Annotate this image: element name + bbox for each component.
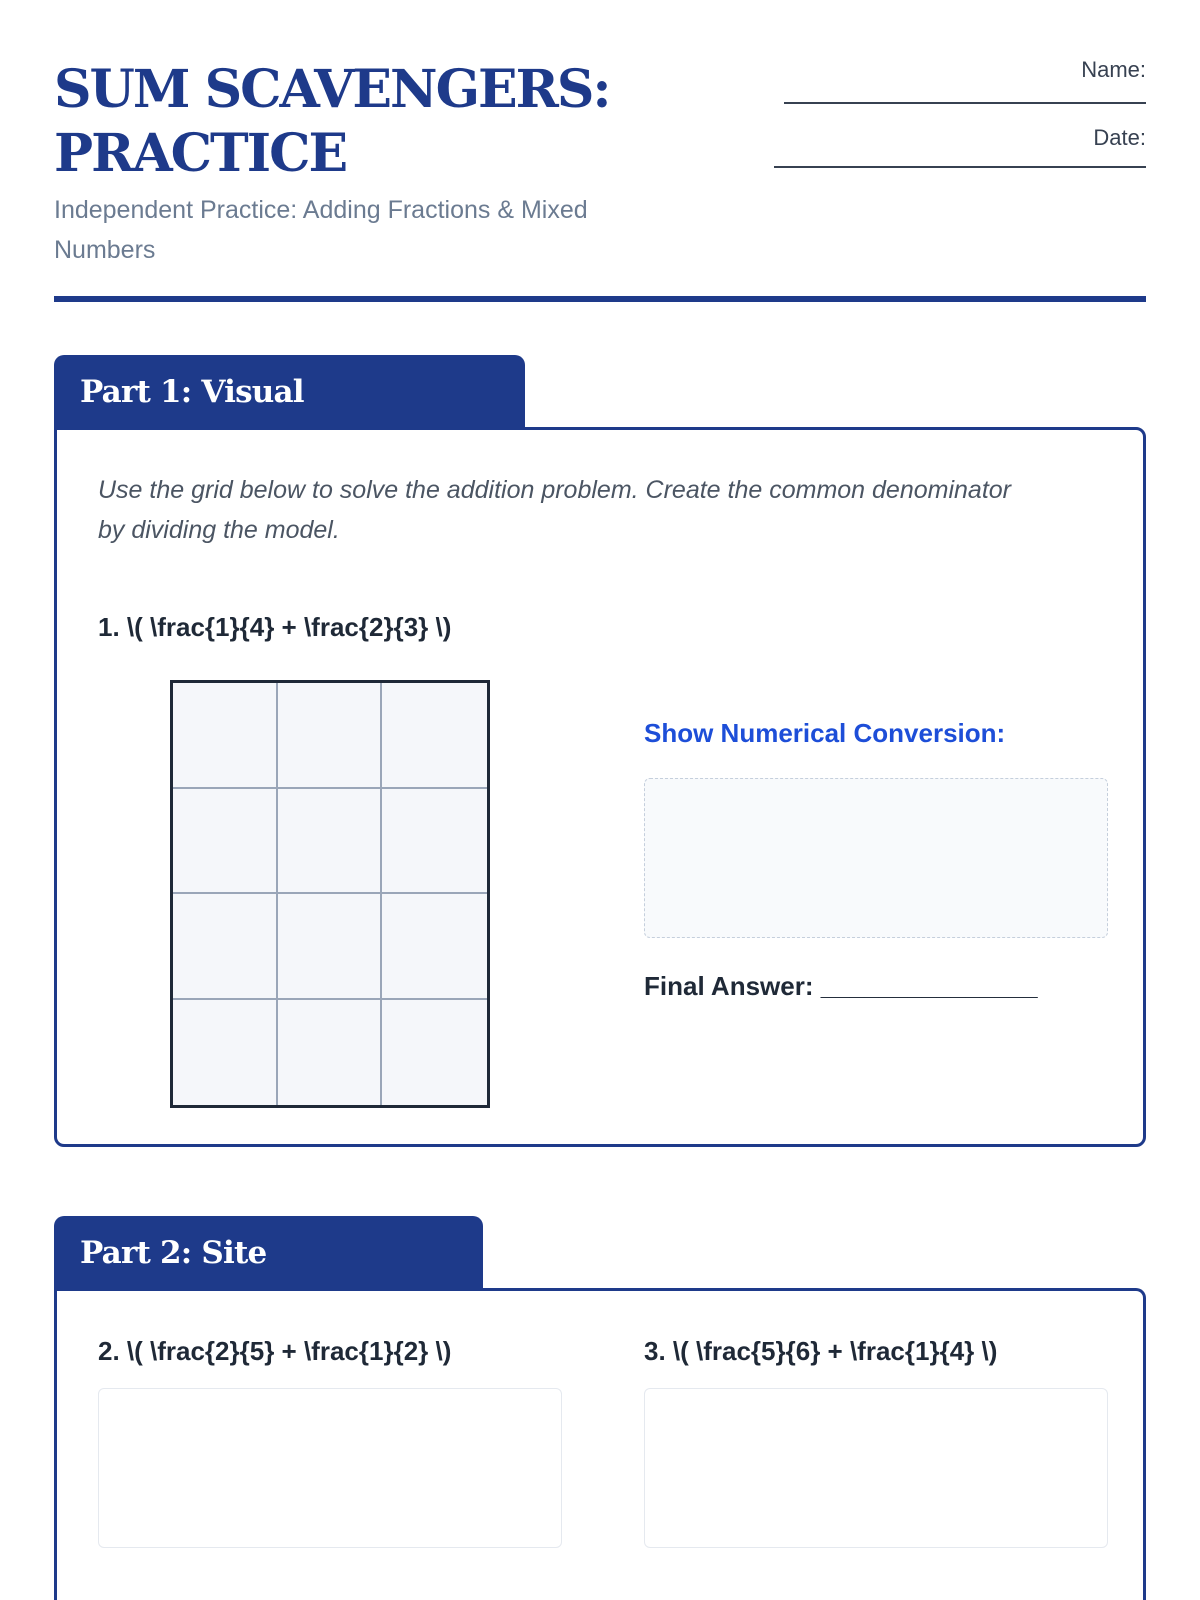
- name-label: Name:: [1081, 57, 1146, 82]
- problem-2: 2. \( \frac{2}{5} + \frac{1}{2} \): [98, 1336, 452, 1366]
- grid-cell[interactable]: [278, 894, 383, 1000]
- grid-cell[interactable]: [382, 894, 487, 1000]
- grid-cell[interactable]: [173, 894, 278, 1000]
- date-label: Date:: [1093, 125, 1146, 150]
- grid-cell[interactable]: [382, 1000, 487, 1106]
- grid-cell[interactable]: [382, 789, 487, 895]
- grid-cell[interactable]: [173, 789, 278, 895]
- conversion-label: Show Numerical Conversion:: [644, 718, 1006, 748]
- part1-heading: Part 1: Visual: [54, 355, 525, 429]
- date-write-line[interactable]: [774, 166, 1146, 168]
- grid-cell[interactable]: [173, 683, 278, 789]
- problem-3: 3. \( \frac{5}{6} + \frac{1}{4} \): [644, 1336, 998, 1366]
- grid-cell[interactable]: [278, 683, 383, 789]
- problem-2-work-area[interactable]: [98, 1388, 562, 1548]
- page-title: SUM SCAVENGERS: PRACTICE: [54, 59, 610, 184]
- problem-1: 1. \( \frac{1}{4} + \frac{2}{3} \): [98, 612, 452, 642]
- worksheet-page: [54, 0, 1146, 1600]
- header-divider: [54, 296, 1146, 302]
- grid-cell[interactable]: [382, 683, 487, 789]
- name-write-line[interactable]: [784, 102, 1146, 104]
- part1-section: [54, 427, 1146, 1147]
- part2-heading: Part 2: Site: [54, 1216, 483, 1290]
- grid-cell[interactable]: [278, 789, 383, 895]
- problem-3-work-area[interactable]: [644, 1388, 1108, 1548]
- page-subtitle: Independent Practice: Adding Fractions & Mixed Numbers: [54, 196, 588, 264]
- part1-instructions: Use the grid below to solve the addition problem. Create the common denominator by dividing the model.: [98, 476, 1012, 544]
- grid-cell[interactable]: [173, 1000, 278, 1106]
- grid-cell[interactable]: [278, 1000, 383, 1106]
- worksheet-header: [54, 52, 1146, 300]
- fraction-grid-model[interactable]: [170, 680, 490, 1108]
- final-answer-line[interactable]: Final Answer: _______________: [644, 971, 1038, 1001]
- conversion-work-area[interactable]: [644, 778, 1108, 938]
- student-info: [746, 52, 1146, 184]
- part2-section: [54, 1288, 1146, 1600]
